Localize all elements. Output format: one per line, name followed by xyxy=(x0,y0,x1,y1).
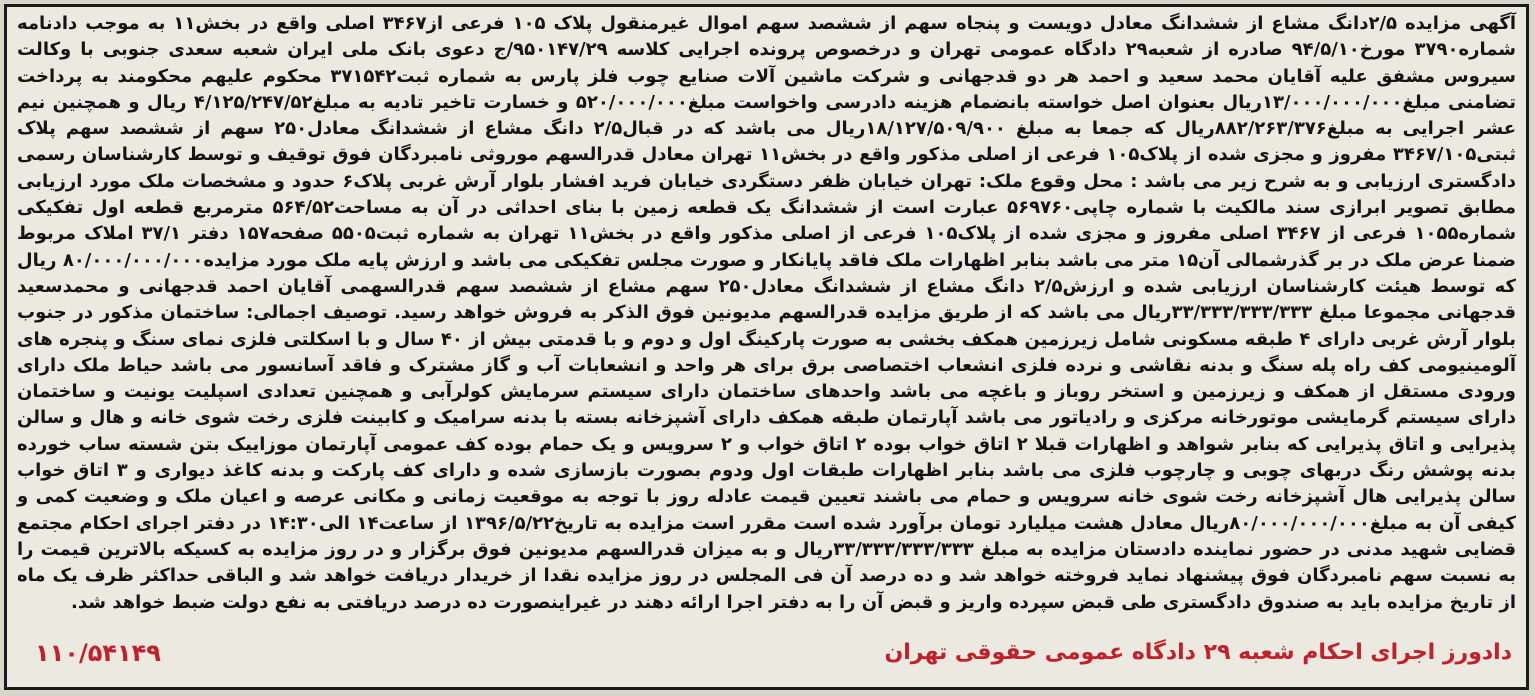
notice-body: آگهی مزایده ۲/۵دانگ مشاع از ششدانگ معادل دویست و پنجاه سهم از ششصد سهم اموال غیرمنقول پلاک ۱۰۵ فرعی از۳۴۶۷ اصلی واقع در بخش۱۱ به موجب دادنامه شماره۳۷۹۰ مورخ۹۴/۵/۱۰ صادره از شعبه۲۹ دادگاه عمومی تهران و درخصوص پرونده اجرایی کلاسه ۹۵۰۱۴۷/۲۹/ج دعوی بانک ملی ایران شعبه سعدی جنوبی با وکالت سیروس مشفق علیه آقایان محمد سعید و احمد هر دو قدجهانی و شرکت ماشین آلات صنایع چوب فلز پارس به شماره ثبت۳۷۱۵۴۲ محکوم علیهم محکومند به پرداخت تضامنی مبلغ۱۳/۰۰۰/۰۰۰/۰۰۰ریال بعنوان اصل خواسته بانضمام هزینه دادرسی واخواست مبلغ۵۲۰/۰۰۰/۰۰۰ و خسارت تاخیر تادیه به مبلغ۴/۱۲۵/۲۴۷/۵۲ ریال و همچنین نیم عشر اجرایی به مبلغ۸۸۲/۲۶۳/۳۷۶ریال که جمعا به مبلغ ۱۸/۱۲۷/۵۰۹/۹۰۰ریال می باشد که در قبال۲/۵ دانگ مشاع از ششدانگ معادل۲۵۰ سهم از ششصد سهم پلاک ثبتی۳۴۶۷/۱۰۵ مفروز و مجزی شده از پلاک۱۰۵ فرعی از اصلی مذکور واقع در بخش۱۱ تهران معادل قدرالسهم موروثی نامبردگان فوق توقیف و توسط کارشناسان رسمی دادگستری ارزیابی و به شرح زیر می باشد : محل وقوع ملک: تهران خیابان ظفر دستگردی خیابان فرید افشار بلوار آرش غربی پلاک۶ حدود و مشخصات ملک مورد ارزیابی مطابق تصویر ابرازی سند مالکیت با شماره چاپی۵۶۹۷۶۰ عبارت است از ششدانگ یک قطعه زمین با بنای احداثی در آن به مساحت۵۶۴/۵۲ مترمربع قطعه اول تفکیکی شماره۱۰۵۵ فرعی از ۳۴۶۷ اصلی مفروز و مجزی شده از پلاک۱۰۵ فرعی از اصلی مذکور واقع در بخش۱۱ تهران به شماره ثبت۵۵۰۵ صفحه۱۵۷ دفتر ۳۷/۱ املاک مربوط ضمنا عرض ملک در بر گذرشمالی آن۱۵ متر می باشد بنابر اظهارات ملک فاقد پایانکار و صورت مجلس تفکیکی می باشد و ارزش پایه ملک مورد مزایده۸۰/۰۰۰/۰۰۰/۰۰۰ ریال که توسط هیئت کارشناسان ارزیابی شده و ارزش۲/۵ دانگ مشاع از ششدانگ معادل۲۵۰ سهم مشاع از ششصد سهم قدرالسهمی آقایان احمد قدجهانی و محمدسعید قدجهانی مجموعا مبلغ ۳۳/۳۳۳/۳۳۳/۳۳۳ریال می باشد که از طریق مزایده قدرالسهم مدیونین فوق الذکر به فروش خواهد رسید. توصیف اجمالی: ساختمان مذکور در جنوب بلوار آرش غربی دارای ۴ طبقه مسکونی شامل زیرزمین همکف بخشی به صورت پارکینگ اول و دوم و با قدمتی بیش از ۴۰ سال و با اسکلتی فلزی نمای سنگ و پنجره های آلومینیومی کف راه پله سنگ و بدنه نقاشی و نرده فلزی انشعاب اختصاصی برق برای هر واحد و انشعابات آب و گاز مشترک و فاقد آسانسور می باشد حیاط ملک دارای ورودی مستقل از همکف و زیرزمین و استخر روباز و باغچه می باشد واحدهای ساختمان دارای سیستم سرمایش کولرآبی و همچنین تعدادی اسپلیت یونیت و ساختمان دارای سیستم گرمایشی موتورخانه مرکزی و رادیاتور می باشد آپارتمان طبقه همکف دارای آشپزخانه بسته با بدنه سرامیک و کابینت فلزی رخت شوی خانه و هال و سالن پذیرایی و اتاق پذیرایی که بنابر شواهد و اظهارات قبلا ۲ اتاق خواب بوده ۲ اتاق خواب و ۲ سرویس و یک حمام بوده کف عمومی آپارتمان موزاییک بتن شسته ساب خورده بدنه پوشش رنگ دربهای چوبی و چارچوب فلزی می باشد بنابر اظهارات طبقات اول ودوم بصورت بازسازی شده و دارای کف پارکت و بدنه کاغذ دیواری و ۳ اتاق خواب سالن پذیرایی هال آشپزخانه رخت شوی خانه سرویس و حمام می باشند تعیین قیمت عادله روز با توجه به موقعیت زمانی و مکانی عرصه و اعیان ملک و وضعیت کمی و کیفی آن به مبلغ۸۰/۰۰۰/۰۰۰/۰۰۰ریال معادل هشت میلیارد تومان برآورد شده است مقرر است مزایده به تاریخ۱۳۹۶/۵/۲۲ از ساعت۱۴ الی۱۴:۳۰ در دفتر اجرای احکام مجتمع قضایی شهید مدنی در حضور نماینده دادستان مزایده به مبلغ ۳۳/۳۳۳/۳۳۳/۳۳۳ریال و به میزان قدرالسهم مدیونین فوق برگزار و در روز مزایده به کسیکه بالاترین قیمت را به نسبت سهم نامبردگان فوق پیشنهاد نماید فروخته خواهد شد و ده درصد آن فی المجلس در روز مزایده نقدا از خریدار دریافت خواهد شد و الباقی حداکثر ظرف یک ماه از تاریخ مزایده باید به صندوق دادگستری طی قبض سپرده واریز و قبض آن را به دفتر اجرا ارائه دهند در غیراینصورت ده درصد دریافتی به نفع دولت ضبط خواهد شد. xyxy=(17,13,1517,613)
ad-number: ۱۱۰/۵۴۱۴۹ xyxy=(35,639,161,667)
issuer-signature: دادورز اجرای احکام شعبه ۲۹ دادگاه عمومی حقوقی تهران xyxy=(884,640,1512,665)
notice-frame xyxy=(4,4,1529,690)
